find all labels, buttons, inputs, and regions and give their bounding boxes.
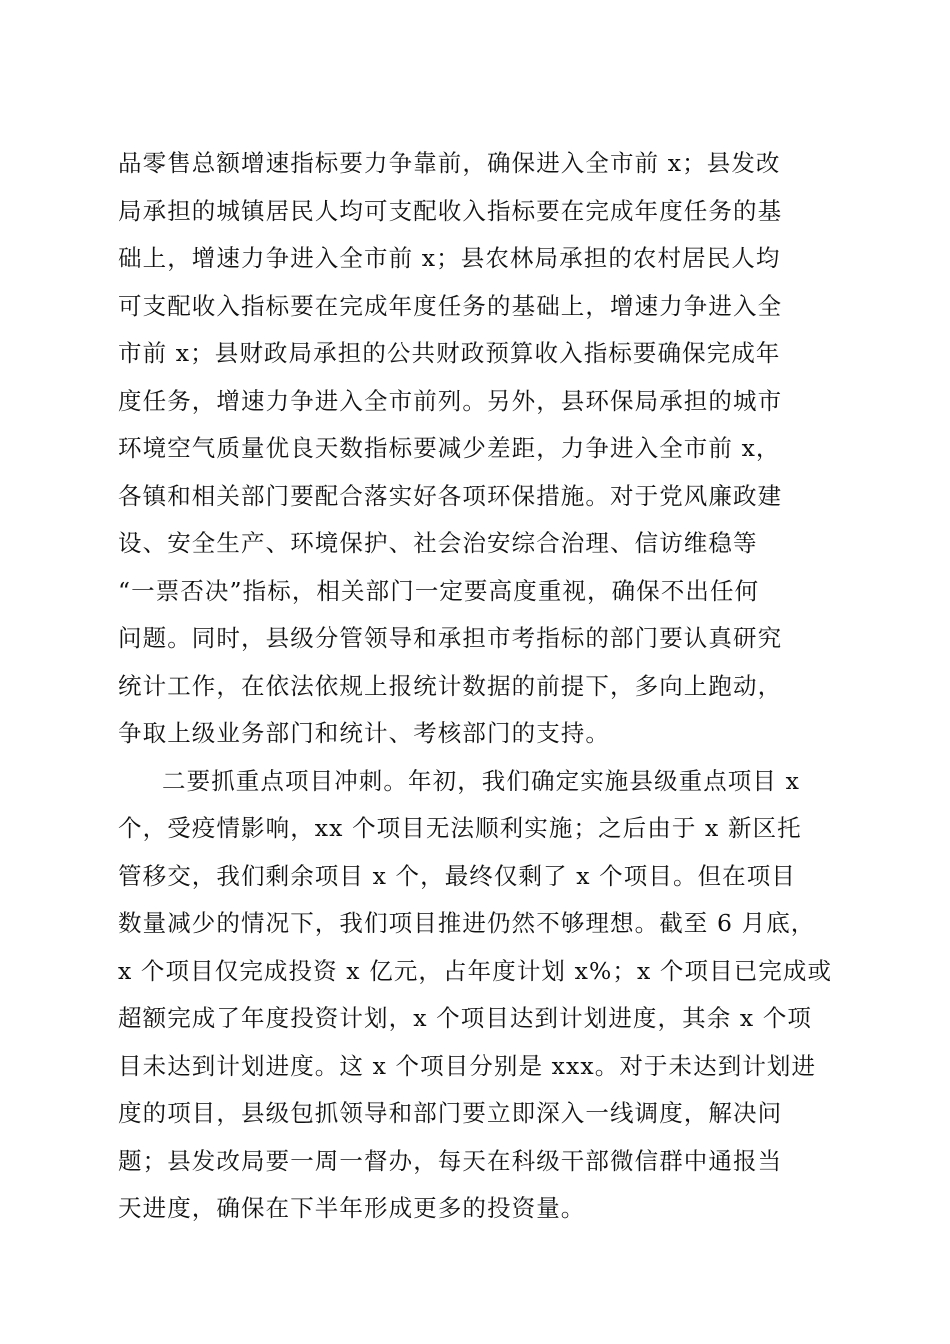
- paragraph-line: 各镇和相关部门要配合落实好各项环保措施。对于党风廉政建: [118, 481, 783, 510]
- paragraph-line: x 个项目仅完成投资 x 亿元，占年度计划 x%；x 个项目已完成或: [118, 956, 833, 985]
- paragraph-line: 目未达到计划进度。这 x 个项目分别是 xxx。对于未达到计划进: [118, 1051, 817, 1080]
- paragraph-line: 争取上级业务部门和统计、考核部门的支持。: [118, 719, 610, 747]
- paragraph-line: “一票否决”指标，相关部门一定要高度重视，确保不出任何: [118, 576, 760, 605]
- paragraph-line: 统计工作，在依法依规上报统计数据的前提下，多向上跑动，: [118, 671, 783, 700]
- paragraph-line: 管移交，我们剩余项目 x 个，最终仅剩了 x 个项目。但在项目: [118, 861, 796, 890]
- paragraph-line: 可支配收入指标要在完成年度任务的基础上，增速力争进入全: [118, 291, 783, 320]
- paragraph-line: 问题。同时，县级分管领导和承担市考指标的部门要认真研究: [118, 624, 783, 652]
- paragraph-line: 局承担的城镇居民人均可支配收入指标要在完成年度任务的基: [118, 196, 783, 225]
- document-body: [118, 140, 838, 1233]
- paragraph-line: 度任务，增速力争进入全市前列。另外，县环保局承担的城市: [118, 386, 783, 415]
- paragraph-1: [118, 140, 838, 758]
- paragraph-line: 品零售总额增速指标要力争靠前，确保进入全市前 x；县发改: [118, 149, 781, 177]
- paragraph-line: 环境空气质量优良天数指标要减少差距，力争进入全市前 x，: [118, 434, 781, 462]
- paragraph-line: 设、安全生产、环境保护、社会治安综合治理、信访维稳等: [118, 529, 758, 557]
- paragraph-line: 个，受疫情影响，xx 个项目无法顺利实施；之后由于 x 新区托: [118, 814, 802, 842]
- paragraph-line: 市前 x；县财政局承担的公共财政预算收入指标要确保完成年: [118, 339, 781, 367]
- paragraph-line: 超额完成了年度投资计划，x 个项目达到计划进度，其余 x 个项: [118, 1004, 813, 1032]
- paragraph-line: 数量减少的情况下，我们项目推进仍然不够理想。截至 6 月底，: [118, 909, 816, 937]
- paragraph-line: 天进度，确保在下半年形成更多的投资量。: [118, 1194, 586, 1222]
- paragraph-line: 础上，增速力争进入全市前 x；县农林局承担的农村居民人均: [118, 244, 781, 272]
- paragraph-2: [118, 758, 838, 1233]
- paragraph-line: 二要抓重点项目冲刺。年初，我们确定实施县级重点项目 x: [162, 766, 800, 795]
- paragraph-line: 题；县发改局要一周一督办，每天在科级干部微信群中通报当: [118, 1146, 783, 1175]
- paragraph-line: 度的项目，县级包抓领导和部门要立即深入一线调度，解决问: [118, 1099, 783, 1127]
